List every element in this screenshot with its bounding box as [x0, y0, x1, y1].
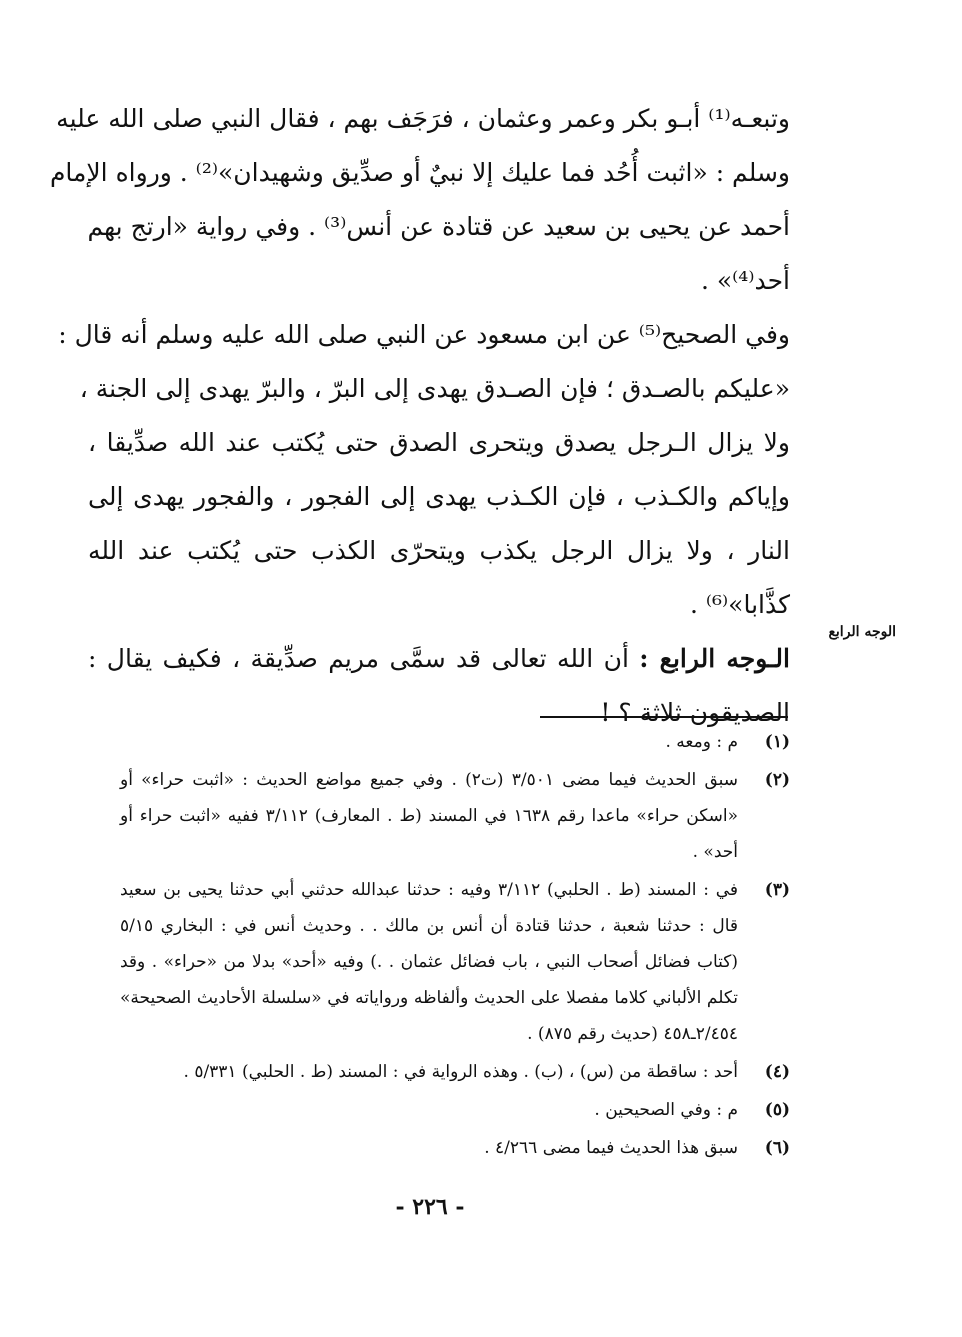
section-heading-text: أن الله تعالى قد سمَّى مريم صدِّيقة ، فكيف يقال :	[88, 644, 640, 673]
page-number: - ٢٢٦ -	[395, 1194, 465, 1220]
footnote-number: (٦)	[764, 1138, 790, 1158]
footnote-number: (٢)	[764, 770, 790, 790]
section-heading-line	[88, 632, 790, 686]
footnote-line: سبق الحديث فيما مضى ٣/٥٠١ (ت٢) . وفي جميع مواضع الحديث : «اثبت حراء» أو	[120, 770, 738, 790]
main-text-block	[49, 92, 790, 740]
footnote	[120, 724, 790, 760]
footnote-line: (كتاب فضائل أصحاب النبي ، باب فضائل عثمان . .) وفيه «أحد» بدلا من «حراء» . وقد	[120, 952, 738, 972]
footnote-line: ٢/٤٥٤ـ٤٥٨ (حديث رقم ٨٧٥) .	[527, 1024, 738, 1044]
footnote-text	[120, 872, 738, 1052]
margin-note: الوجه الرابع	[828, 624, 896, 640]
footnote-number: (٣)	[764, 880, 790, 900]
footnote-line: م : وفي الصحيحين .	[594, 1100, 738, 1120]
text-line: كذَّابا»⁽⁶⁾ .	[689, 590, 790, 619]
footnote-line: تكلم الألباني كلاما مفصلا على الحديث وألفاظه ورواياته في «سلسلة الأحاديث الصحيحة»	[120, 988, 738, 1008]
footnote-line: «اسكن حراء» ماعدا رقم ١٦٣٨ في المسند (ط . المعارف) ٣/١١٢ ففيه «اثبت حراء أو	[120, 806, 738, 826]
footnote-number: (٤)	[764, 1062, 790, 1082]
text-line: «عليكم بالصـدق ؛ فإن الصـدق يهدى إلى البرّ ، والبرّ يهدى إلى الجنة ،	[79, 374, 790, 403]
footnote	[120, 762, 790, 870]
footnote-text	[120, 762, 738, 870]
text-line: أحد⁽⁴⁾» .	[700, 266, 790, 295]
text-line: أحمد عن يحيى بن سعيد عن قتادة عن أنس⁽³⁾ . وفي رواية «ارتج بهم	[87, 212, 790, 241]
text-line: النار ، ولا يزال الرجل يكذب ويتحرّى الكذب حتى يُكتب عند الله	[88, 536, 790, 565]
footnote-text	[120, 724, 738, 760]
text-line: وإياكم والكـذب ، فإن الكـذب يهدى إلى الفجور ، والفجور يهدى إلى	[88, 482, 790, 511]
footnotes	[120, 724, 790, 1168]
footnote-number: (١)	[764, 732, 790, 752]
text-line: وتبعـه⁽¹⁾ أبـو بكر وعمر وعثمان ، فرَجَف بهم ، فقال النبي صلى الله عليه	[56, 104, 790, 133]
footnote	[120, 1054, 790, 1090]
text-line: وسلم : «اثبت أُحُد فما عليك إلا نبيٌ أو صدِّيق وشهيدان»⁽²⁾ . ورواه الإمام	[49, 158, 790, 187]
footnote	[120, 872, 790, 1052]
section-heading: الـوجه الرابع :	[639, 644, 790, 673]
footnote-line: م : ومعه .	[665, 732, 738, 752]
text-line: الصديقون ثلاثة ؟ !	[600, 698, 790, 727]
footnote-text	[120, 1092, 738, 1128]
footnote-divider	[540, 716, 788, 718]
footnote-text	[120, 1054, 738, 1090]
footnote-line: في : المسند (ط . الحلبي) ٣/١١٢ وفيه : حدثنا عبدالله حدثني أبي حدثنا يحيى بن سعيد	[120, 880, 738, 900]
footnote-line: أحد» .	[692, 842, 738, 862]
footnote-line: سبق هذا الحديث فيما مضى ٤/٢٦٦ .	[484, 1138, 738, 1158]
text-line: وفي الصحيح⁽⁵⁾ عن ابن مسعود عن النبي صلى الله عليه وسلم أنه قال :	[58, 320, 790, 349]
footnote	[120, 1092, 790, 1128]
footnote-text	[120, 1130, 738, 1166]
footnote-line: قال : حدثنا شعبة ، حدثنا قتادة أن أنس بن مالك . . وحديث أنس في : البخاري ٥/١٥	[120, 916, 738, 936]
text-line: ولا يزال الـرجل يصدق ويتحرى الصدق حتى يُكتب عند الله صدِّيقا ،	[88, 428, 790, 457]
footnote-number: (٥)	[764, 1100, 790, 1120]
footnote	[120, 1130, 790, 1166]
footnote-line: أحد : ساقطة من (س) ، (ب) . وهذه الرواية في : المسند (ط . الحلبي) ٥/٣٣١ .	[183, 1062, 738, 1082]
